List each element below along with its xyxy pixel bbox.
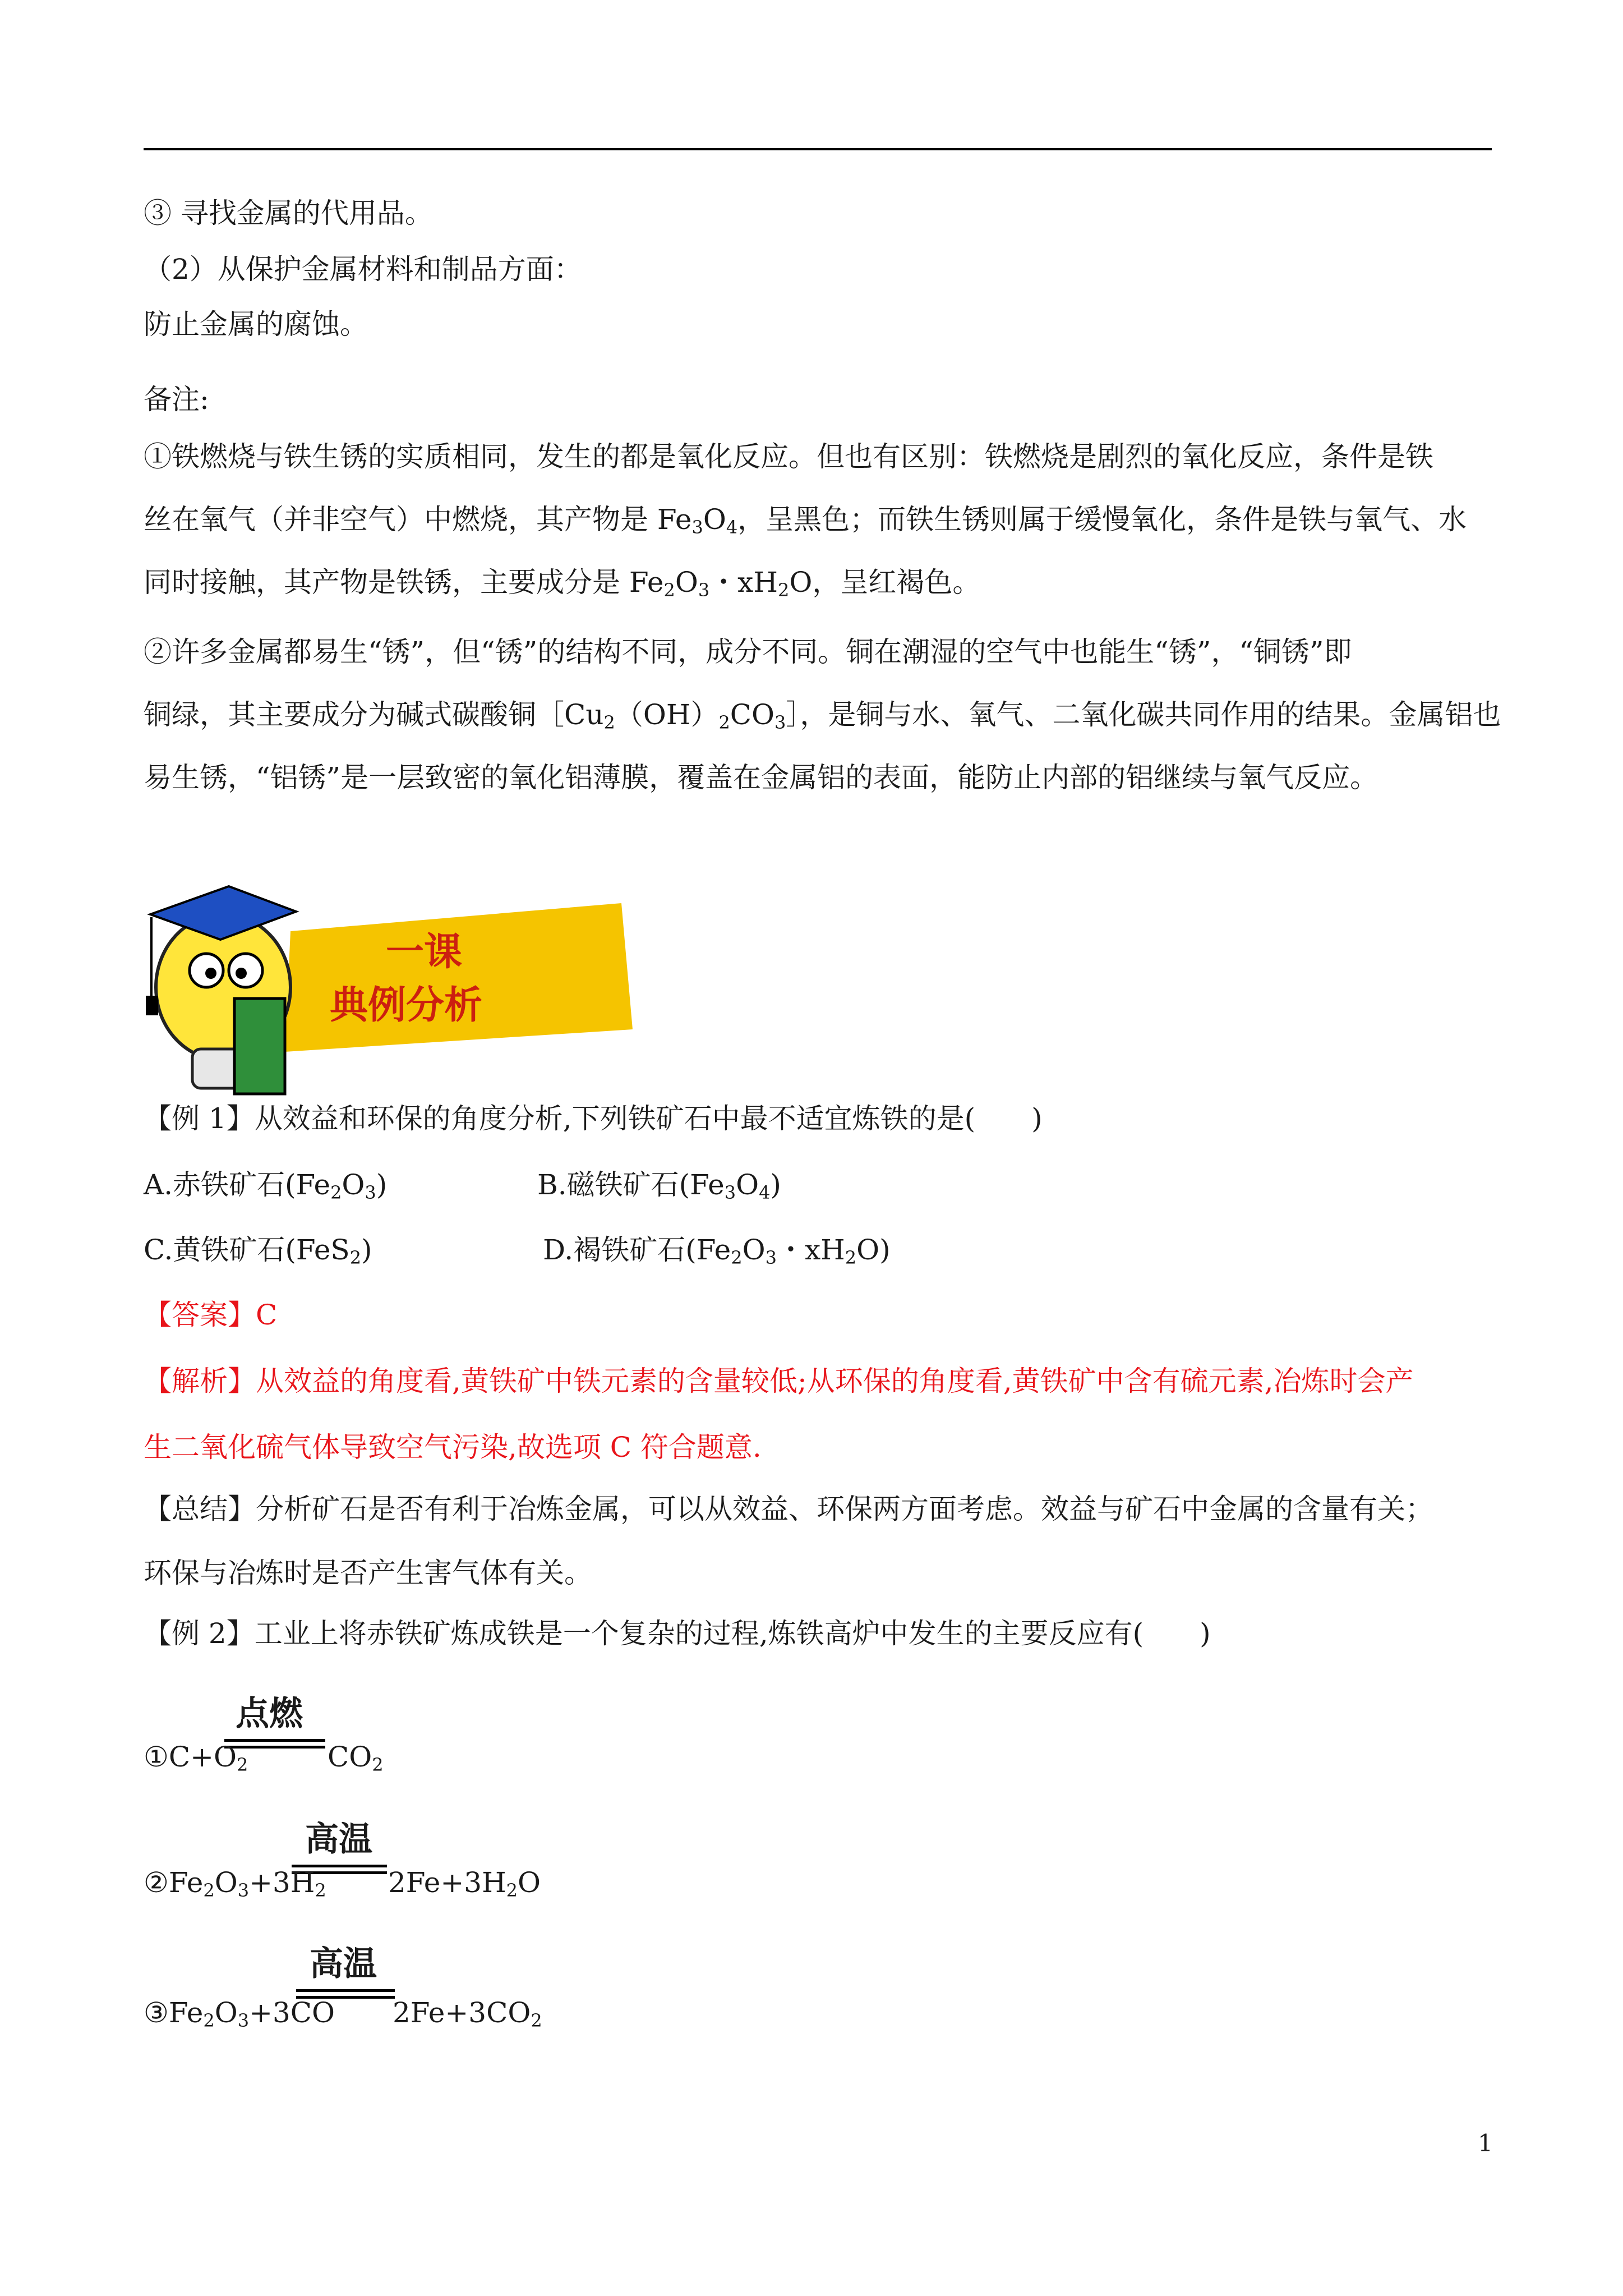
answer: 【答案】C: [144, 1299, 278, 1331]
book-icon: [234, 999, 285, 1094]
note2-line2: 铜绿，其主要成分为碱式碳酸铜$[Cu_2(OH)_2CO_3]$，是铜与水、氧气、二氧化碳共同作用的结果。金属铝也: [144, 698, 1501, 733]
option-a: A.赤铁矿石$(Fe_2O_3)$: [144, 1168, 388, 1203]
note2-line3: 易生锈，“铝锈”是一层致密的氧化铝薄膜，覆盖在金属铝的表面，能防止内部的铝继续与氧气反应。: [144, 761, 1378, 794]
banner-shape: [285, 903, 633, 1052]
logo-line2: 典例分析: [330, 983, 483, 1028]
eq3-reactants: $③Fe_2O_3+3CO$: [144, 1996, 335, 2031]
example1-question: 【例 1】从效益和环保的角度分析,下列铁矿石中最不适宜炼铁的是( ): [144, 1102, 1043, 1135]
eq1-reactants: $①C+O_2$: [144, 1741, 248, 1775]
eq2-reactants: $②Fe_2O_3+3H_2$: [144, 1866, 326, 1901]
notes-heading: 备注:: [144, 383, 209, 416]
paragraph-p1: ③ 寻找金属的代用品。: [144, 197, 433, 229]
analysis-line2: 生二氧化硫气体导致空气污染,故选项 C 符合题意.: [144, 1431, 762, 1464]
eq1-condition: 点燃: [236, 1694, 303, 1733]
graduation-cap-icon: [150, 886, 296, 940]
example-analysis-logo: [139, 881, 644, 1116]
header-rule: [144, 148, 1492, 150]
option-b: B.磁铁矿石$(Fe_3O_4)$: [537, 1168, 781, 1203]
paragraph-p3: 防止金属的腐蚀。: [144, 308, 368, 341]
option-c: C.黄铁矿石(FeS$_2$): [144, 1234, 372, 1268]
eq3-bar: [296, 1989, 395, 1992]
eq2-condition: 高温: [305, 1820, 372, 1859]
summary-line2: 环保与冶炼时是否产生害气体有关。: [144, 1557, 592, 1589]
note1-line2: 丝在氧气（并非空气）中燃烧，其产物是 $Fe_3O_4$，呈黑色；而铁生锈则属于缓慢氧化，条件是铁与氧气、水: [144, 503, 1467, 538]
note2-line1: ②许多金属都易生“锈”，但“锈”的结构不同，成分不同。铜在潮湿的空气中也能生“锈”，“铜锈”即: [144, 636, 1352, 668]
example2-question: 【例 2】工业上将赤铁矿炼成铁是一个复杂的过程,炼铁高炉中发生的主要反应有( ): [144, 1617, 1211, 1650]
logo-line1: 一课: [386, 930, 463, 974]
eq2-products: $2Fe+3H_2O$: [388, 1866, 541, 1901]
note1-line3: 同时接触，其产物是铁锈，主要成分是 $Fe_2O_3$・$xH_2O$，呈红褐色。: [144, 566, 981, 601]
option-d: D.褐铁矿石($Fe_2O_3$・$xH_2O$): [543, 1234, 891, 1268]
page-number: 1: [1478, 2129, 1493, 2157]
note1-line1: ①铁燃烧与铁生锈的实质相同，发生的都是氧化反应。但也有区别：铁燃烧是剧烈的氧化反应，条件是铁: [144, 440, 1433, 473]
eq3-condition: 高温: [310, 1944, 377, 1984]
paragraph-p2: （2）从保护金属材料和制品方面：: [144, 253, 582, 286]
eq3-products: $2Fe+3CO_2$: [393, 1996, 542, 2031]
analysis-line1: 【解析】从效益的角度看,黄铁矿中铁元素的含量较低;从环保的角度看,黄铁矿中含有硫元素,冶炼时会产: [144, 1365, 1414, 1397]
eq1-products: $CO_2$: [328, 1741, 384, 1775]
summary-line1: 【总结】分析矿石是否有利于冶炼金属，可以从效益、环保两方面考虑。效益与矿石中金属的含量有关；: [144, 1493, 1433, 1525]
